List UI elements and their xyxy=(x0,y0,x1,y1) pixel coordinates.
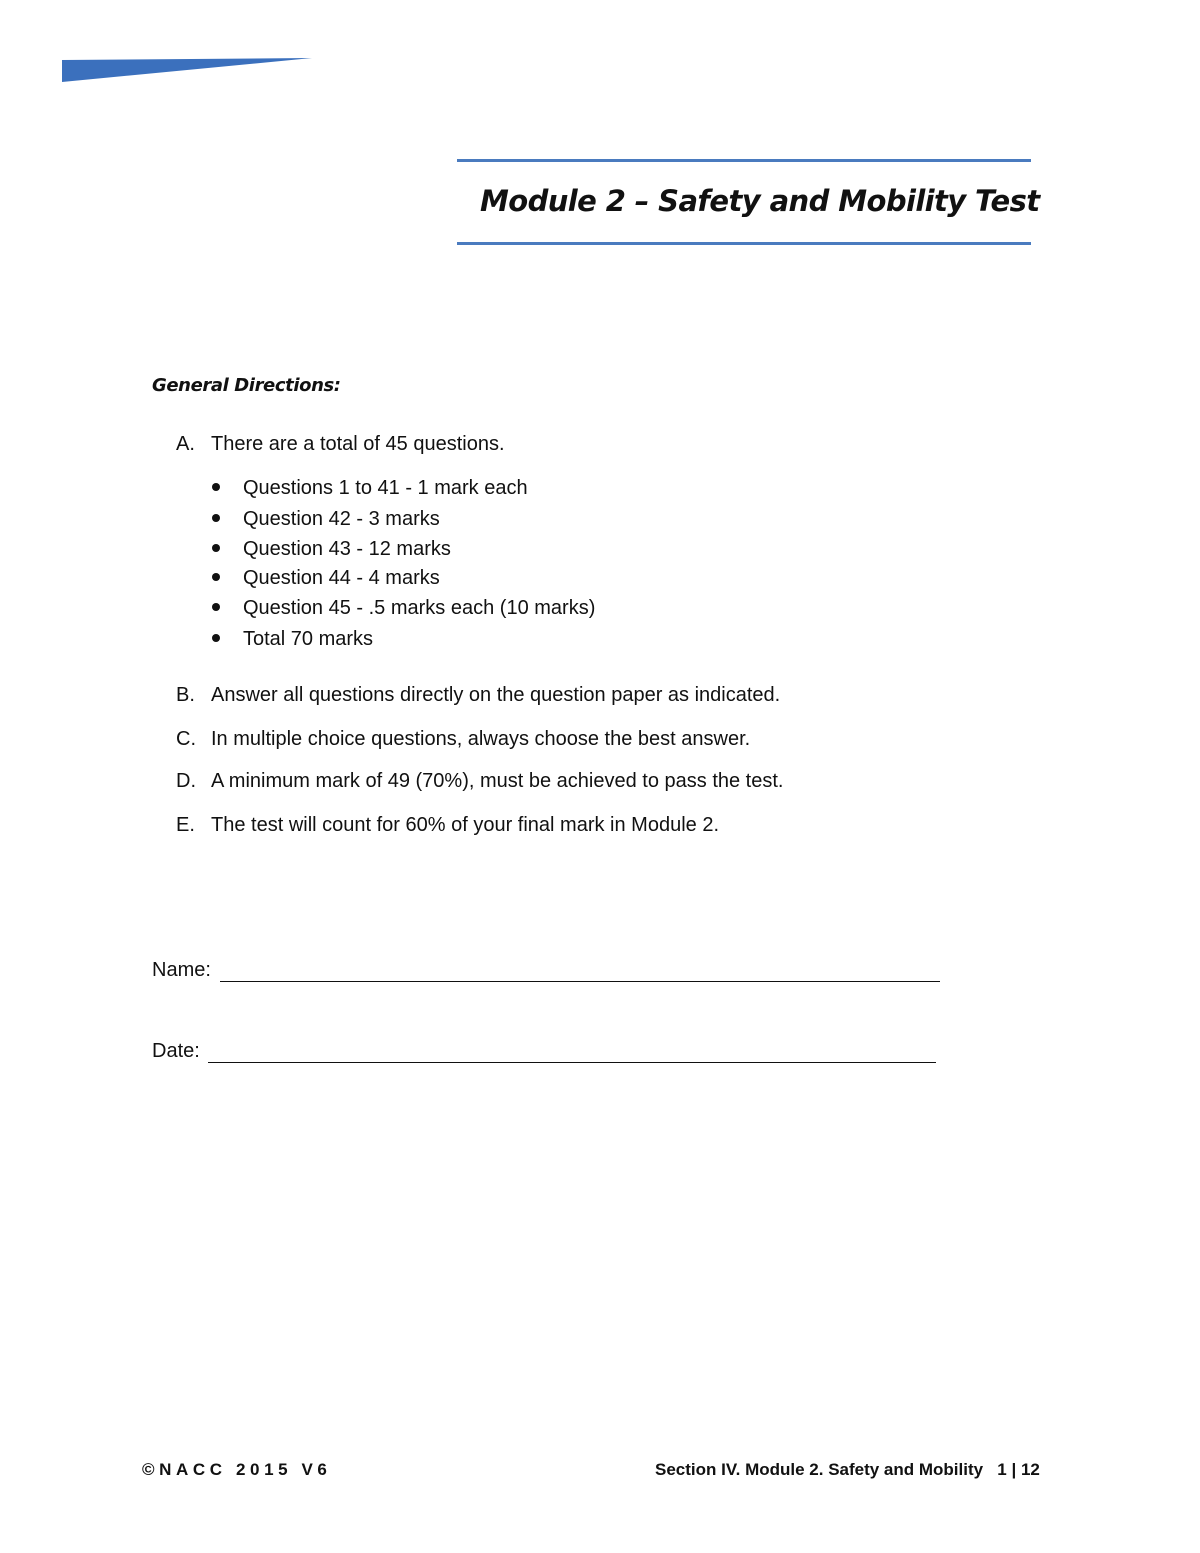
direction-item-c xyxy=(176,728,750,751)
direction-item-b xyxy=(176,684,780,707)
bullet-icon xyxy=(212,514,220,522)
page-title: Module 2 – Safety and Mobility Test xyxy=(480,184,1040,218)
bullet-icon xyxy=(212,603,220,611)
bullet-icon xyxy=(212,634,220,642)
direction-item-a xyxy=(176,433,505,456)
item-letter: B. xyxy=(176,684,195,706)
date-label: Date: xyxy=(152,1040,200,1062)
footer-page-number: 1 | 12 xyxy=(997,1460,1040,1479)
list-item xyxy=(212,508,440,531)
item-text: In multiple choice questions, always choose the best answer. xyxy=(211,728,751,750)
item-letter: D. xyxy=(176,770,196,792)
bullet-text: Question 43 - 12 marks xyxy=(243,538,451,560)
name-field[interactable] xyxy=(152,959,211,982)
direction-item-d xyxy=(176,770,783,793)
item-text: The test will count for 60% of your final mark in Module 2. xyxy=(211,814,720,836)
list-item xyxy=(212,567,440,590)
bullet-icon xyxy=(212,483,220,491)
header-banner-graphic xyxy=(62,58,312,84)
list-item xyxy=(212,628,373,651)
name-label: Name: xyxy=(152,959,211,981)
bullet-text: Question 42 - 3 marks xyxy=(243,508,440,530)
bullet-text: Total 70 marks xyxy=(243,628,374,650)
item-text: Answer all questions directly on the question paper as indicated. xyxy=(211,684,781,706)
directions-heading: General Directions: xyxy=(152,375,341,396)
bullet-text: Question 45 - .5 marks each (10 marks) xyxy=(243,597,596,619)
item-letter: A. xyxy=(176,433,195,455)
bullet-icon xyxy=(212,544,220,552)
direction-item-e xyxy=(176,814,719,837)
name-input-line[interactable] xyxy=(220,959,940,982)
bullet-text: Questions 1 to 41 - 1 mark each xyxy=(243,477,528,499)
item-text: A minimum mark of 49 (70%), must be achieved to pass the test. xyxy=(211,770,784,792)
bullet-icon xyxy=(212,573,220,581)
list-item xyxy=(212,477,528,500)
item-letter: C. xyxy=(176,728,196,750)
footer-copyright: ©NACC 2015 V6 xyxy=(142,1460,332,1479)
footer-section-text: Section IV. Module 2. Safety and Mobility xyxy=(655,1460,984,1479)
list-item xyxy=(212,597,595,620)
item-letter: E. xyxy=(176,814,195,836)
footer-section xyxy=(655,1460,1040,1480)
bullet-text: Question 44 - 4 marks xyxy=(243,567,440,589)
date-input-line[interactable] xyxy=(208,1040,936,1063)
item-text: There are a total of 45 questions. xyxy=(211,433,505,455)
list-item xyxy=(212,538,451,561)
date-field[interactable] xyxy=(152,1040,200,1063)
